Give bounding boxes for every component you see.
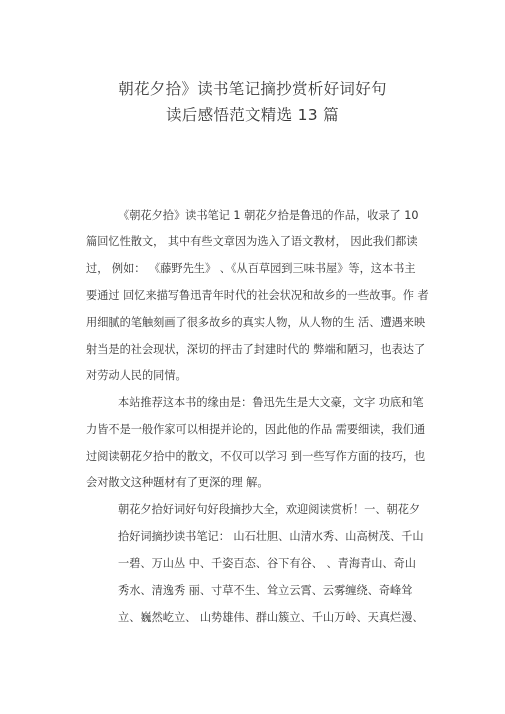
- paragraph-line: 力皆不是一般作家可以相提并论的，因此他的作品 需要细读，我们通: [86, 423, 426, 436]
- paragraph-line: 《朝花夕拾》读书笔记 1 朝花夕拾是鲁迅的作品，收录了 10: [118, 209, 419, 222]
- paragraph-line: 秀水、清逸秀 丽、寸草不生、耸立云霄、云雾缠绕、奇峰耸: [118, 584, 413, 597]
- paragraph-line: 对劳动人民的同情。: [86, 369, 187, 382]
- paragraph-line: 要通过 回忆来描写鲁迅青年时代的社会状况和故乡的一些故事。作 者: [86, 289, 429, 302]
- paragraph-line: 拾好词摘抄读书笔记： 山石壮胆、山清水秀、山高树茂、千山: [118, 530, 424, 543]
- paragraph-line: 会对散文这种题材有了更深的理 解。: [86, 476, 269, 489]
- paragraph-line: 射当是的社会现状，深切的抨击了封建时代的 弊端和陋习，也表达了: [86, 343, 426, 356]
- paragraph-line: 用细腻的笔触刻画了很多故乡的真实人物，从人物的生 活、遭遇来映: [86, 316, 426, 329]
- paragraph-line: 立、巍然屹立、 山势雄伟、群山簇立、千山万岭、天真烂漫、: [118, 611, 424, 624]
- paragraph-line: 朝花夕拾好词好句好段摘抄大全，欢迎阅读赏析！一、朝花夕: [118, 503, 421, 516]
- paragraph-line: 过， 例如： 《藤野先生》 、《从百草园到三味书屋》等，这本书主: [86, 262, 416, 275]
- paragraph-line: 本站推荐这本书的缘由是：鲁迅先生是大文豪，文字 功底和笔: [118, 396, 424, 409]
- paragraph-line: 篇回忆性散文， 其中有些文章因为选入了语文教材， 因此我们都读: [86, 235, 418, 248]
- paragraph-line: 一碧、万山丛 中、千姿百态、谷下有谷、 、青海青山、奇山: [118, 557, 416, 570]
- document-title-line-1: 朝花夕拾》读书笔记摘抄赏析好词好句: [118, 80, 387, 98]
- document-title-line-2: 读后感悟范文精选 13 篇: [166, 106, 339, 124]
- paragraph-line: 过阅读朝花夕拾中的散文，不仅可以学习 到一些写作方面的技巧，也: [86, 450, 426, 463]
